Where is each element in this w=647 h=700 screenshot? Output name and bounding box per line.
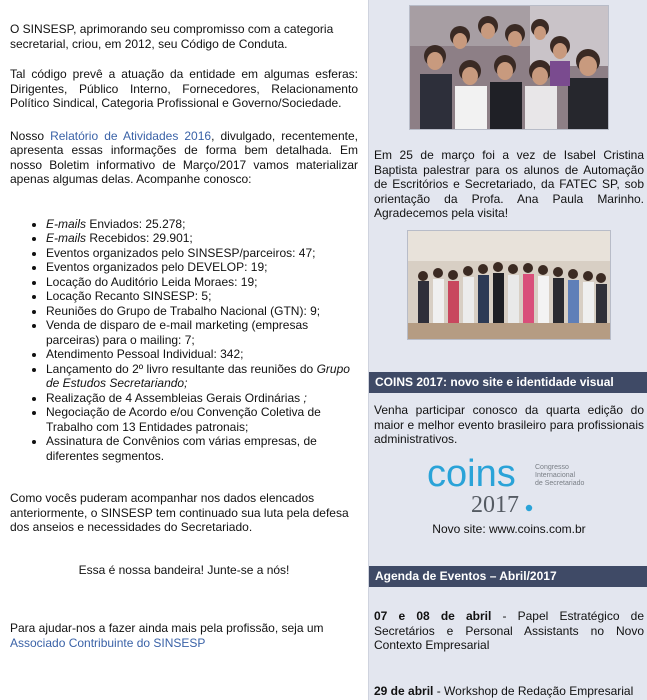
list-item: • E-mails Recebidos: 29.901; bbox=[46, 231, 358, 246]
svg-text:Congresso: Congresso bbox=[535, 464, 569, 471]
list-item: • Negociação de Acordo e/ou Convenção Coletiva de Trabalho com 13 Entidades patronais; bbox=[46, 405, 358, 434]
conclusion-paragraph: Como vocês puderam acompanhar nos dados elencados anteriormente, o SINSESP tem continuado sua luta pela defesa dos anseios e necessidades do Secretariado. bbox=[10, 491, 349, 534]
svg-text:Internacional: Internacional bbox=[535, 472, 576, 479]
list-item: • Locação do Auditório Leida Moraes: 19; bbox=[46, 275, 358, 290]
report-rest: , divulgado, recentemente, apresenta essas informações de forma bem detalhada. Em nosso Boletim informativo de Março/2017 vamos materializar apenas algumas delas. Acompanhe conosco: bbox=[10, 128, 358, 186]
coins-logo bbox=[427, 456, 597, 516]
event-title: - Workshop de Redação Empresarial bbox=[433, 684, 634, 698]
list-item: • Eventos organizados pelo DEVELOP: 19; bbox=[46, 260, 358, 275]
list-item: • Reuniões do Grupo de Trabalho Nacional (GTN): 9; bbox=[46, 304, 358, 319]
visit-text: Em 25 de março foi a vez de Isabel Cristina Baptista palestrar para os alunos de Automação de Escritórios e Secretariado, da FATEC SP, sob orientação da Profa. Ana Paula Marinho. Agradecemos pela visita! bbox=[374, 148, 644, 220]
event-date: 07 e 08 de abril bbox=[374, 609, 492, 623]
stats-list bbox=[10, 217, 358, 464]
group-selfie-photo bbox=[409, 5, 609, 130]
coins-section-title: COINS 2017: novo site e identidade visual bbox=[369, 372, 647, 393]
list-item: • Atendimento Pessoal Individual: 342; bbox=[46, 347, 358, 362]
event-item[interactable] bbox=[374, 684, 644, 699]
svg-text:de Secretariado: de Secretariado bbox=[535, 480, 585, 487]
list-item: • Assinatura de Convênios com várias empresas, de diferentes segmentos. bbox=[46, 434, 358, 463]
motto-text: Essa é nossa bandeira! Junte-se a nós! bbox=[78, 562, 290, 577]
report-link[interactable]: Relatório de Atividades 2016 bbox=[50, 128, 212, 143]
spheres-paragraph: Tal código prevê a atuação da entidade em algumas esferas: Dirigentes, Público Interno, Fornecedores, Relacionamento Político Sindical, Categoria Profissional e Governo/Sociedade. bbox=[10, 67, 358, 110]
coins-site-link[interactable]: Novo site: www.coins.com.br bbox=[432, 522, 586, 536]
report-prefix: Nosso bbox=[10, 128, 45, 143]
list-item: • Venda de disparo de e-mail marketing (empresas parceiras) para o mailing: 7; bbox=[46, 318, 358, 347]
list-item: • E-mails Enviados: 25.278; bbox=[46, 217, 358, 232]
list-item: • Lançamento do 2º livro resultante das reuniões do Grupo de Estudos Secretariando; bbox=[46, 362, 358, 391]
event-date: 29 de abril bbox=[374, 684, 434, 698]
cta-text: Para ajudar-nos a fazer ainda mais pela profissão, seja um bbox=[10, 621, 324, 635]
event-title: - Papel Estratégico de Secretários e Personal Assistants no Novo Contexto Empresarial bbox=[374, 609, 644, 652]
associate-link[interactable]: Associado Contribuinte do SINSESP bbox=[10, 635, 206, 650]
cta-paragraph bbox=[10, 621, 358, 650]
photo-image-icon bbox=[408, 231, 611, 340]
event-item[interactable] bbox=[374, 609, 644, 653]
coins-text: Venha participar conosco da quarta edição do maior e melhor evento brasileiro para profissionais administrativos. bbox=[374, 403, 644, 446]
coins-logo-icon bbox=[427, 456, 597, 516]
svg-text:2017: 2017 bbox=[471, 492, 519, 516]
report-paragraph bbox=[10, 129, 358, 187]
list-item: • Locação Recanto SINSESP: 5; bbox=[46, 289, 358, 304]
list-item: • Eventos organizados pelo SINSESP/parceiros: 47; bbox=[46, 246, 358, 261]
classroom-group-photo bbox=[407, 230, 611, 340]
svg-text:coins: coins bbox=[427, 456, 516, 495]
sidebar bbox=[368, 0, 647, 700]
list-item: • Realização de 4 Assembleias Gerais Ordinárias ; bbox=[46, 391, 358, 406]
intro-paragraph: O SINSESP, aprimorando seu compromisso com a categoria secretarial, criou, em 2012, seu Código de Conduta. bbox=[10, 22, 334, 51]
photo-image-icon bbox=[410, 6, 609, 130]
agenda-section-title: Agenda de Eventos – Abril/2017 bbox=[369, 566, 647, 587]
